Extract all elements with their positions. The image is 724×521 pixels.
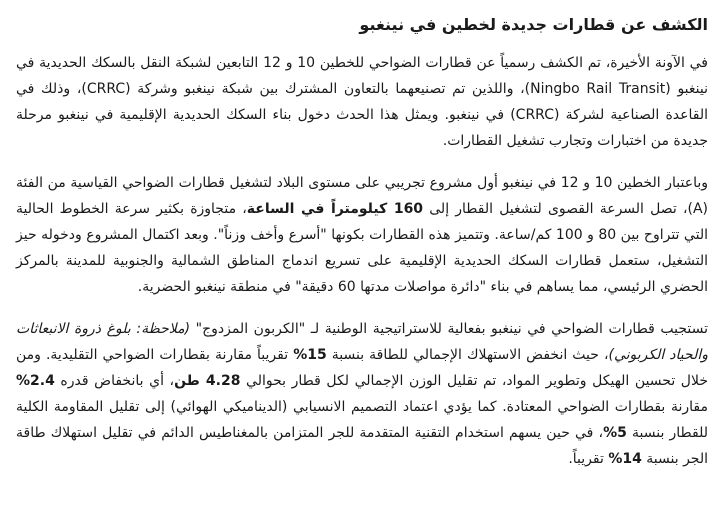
article-title: الكشف عن قطارات جديدة لخطين في نينغبو <box>359 15 708 34</box>
p3-text-d: ، أي بانخفاض قدره <box>54 373 175 389</box>
p3-text-a: تستجيب قطارات الضواحي في نينغبو بفعالية للاستراتيجية الوطنية لـ "الكربون المزدوج" <box>190 321 709 337</box>
p3-note: (ملاحظة: بلوغ ذروة الانبعاثات والحياد الكربوني) <box>16 321 708 363</box>
weight-reduction-value: 4.28 طن <box>174 373 241 389</box>
max-speed-value: 160 كيلومتراً في الساعة <box>246 201 424 217</box>
paragraph-3 <box>16 316 708 472</box>
p3-text-f: ، في حين يسهم استخدام التقنية المتقدمة للجر المتزامن بالمغناطيس الدائم في تقليل استهلاك طاقة الجر بنسبة <box>16 425 708 467</box>
p3-text-c: تقريباً مقارنة بقطارات الضواحي التقليدية. ومن خلال تحسين الهيكل وتطوير المواد، تم تقليل الوزن الإجمالي لكل قطار بحوالي <box>16 347 708 389</box>
paragraph-1: في الآونة الأخيرة، تم الكشف رسمياً عن قطارات الضواحي للخطين 10 و 12 التابعين لشبكة النقل بالسكك الحديدية في نينغبو (Ningbo Rail Transit)، واللذين تم تصنيعهما بالتعاون المشترك بين شبكة نينغبو وشركة (CRRC)، وذلك في القاعدة الصناعية لشركة (CRRC) في نينغبو. ويمثل هذا الحدث دخول بناء السكك الحديدية الإقليمية في نينغبو مرحلة جديدة من اختبارات وتجارب تشغيل القطارات. <box>16 55 708 149</box>
p3-text-e: مقارنة بقطارات الضواحي المعتادة. كما يؤدي اعتماد التصميم الانسيابي (الديناميكي الهوائي) إلى تقليل المقاومة الكلية للقطار بنسبة <box>16 399 709 441</box>
p3-text-b: ، حيث انخفض الاستهلاك الإجمالي للطاقة بنسبة <box>326 347 609 363</box>
weight-percent-value: 2.4% <box>16 373 55 389</box>
p2-text-a: وباعتبار الخطين 10 و 12 في نينغبو أول مشروع تجريبي على مستوى البلاد لتشغيل قطارات الضواحي القياسية من الفئة (A)، تصل السرعة القصوى لتشغيل القطار إلى <box>16 175 709 217</box>
p2-text-c: ، متجاوزة بكثير سرعة الخطوط الحالية التي تتراوح بين 80 و 100 كم/ساعة. وتتميز هذه القطارات بكونها "أسرع وأخف وزناً". وبعد اكتمال المشروع ودخوله حيز التشغيل، ستعمل قطارات السكك الحديدية الإقليمية على تسريع اندماج المناطق الشمالية والجنوبية للمدينة بالمركز الحضري الرئيسي، مما يساهم في بناء "دائرة مواصلات مدتها 60 دقيقة" في منطقة نينغبو الحضرية. <box>16 201 708 295</box>
energy-reduction-value: 15% <box>293 347 327 363</box>
paragraph-2 <box>16 170 708 300</box>
traction-energy-value: 14% <box>608 451 642 467</box>
resistance-reduction-value: 5% <box>603 425 627 441</box>
p3-text-g: تقريباً. <box>568 451 609 467</box>
